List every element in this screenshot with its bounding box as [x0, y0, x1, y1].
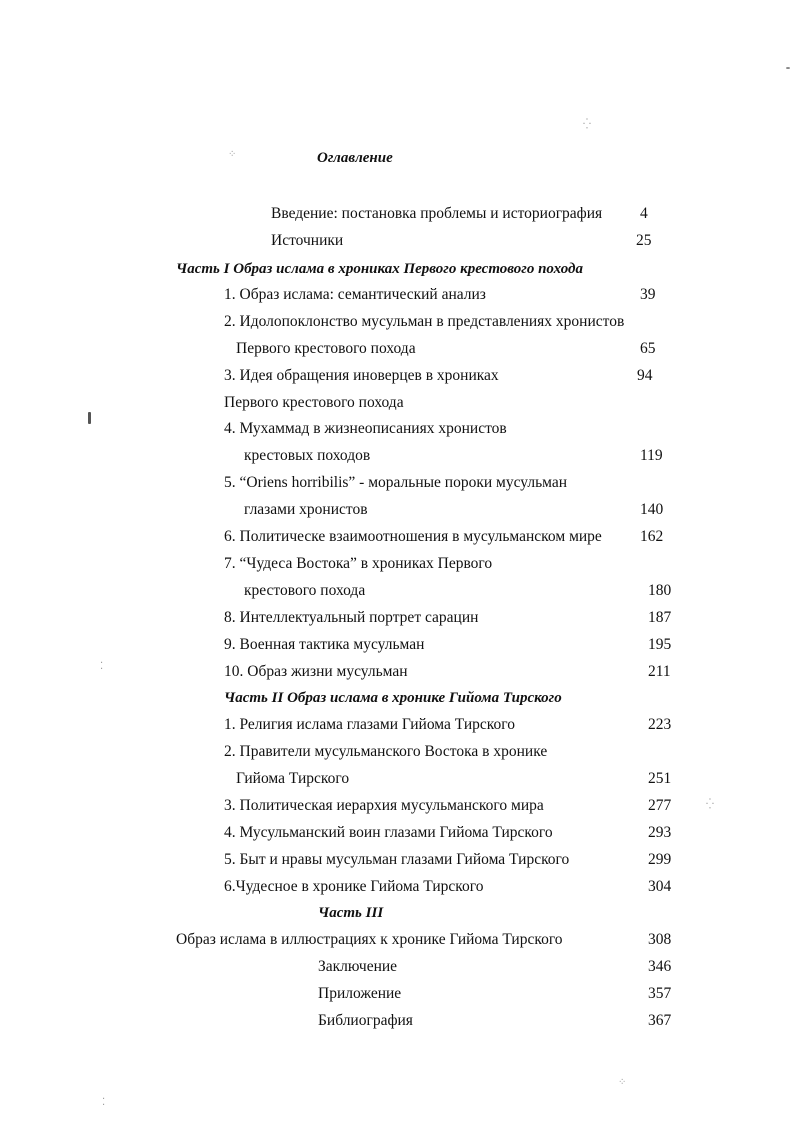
- toc-entry-label: Гийома Тирского: [236, 770, 350, 787]
- toc-entry-label: 3. Идея обращения иноверцев в хрониках: [224, 367, 499, 384]
- toc-entry-page: 25: [636, 232, 652, 249]
- scan-smudge: ⁛: [583, 119, 591, 130]
- toc-entry-label: 3. Политическая иерархия мусульманского мира: [224, 797, 544, 814]
- toc-entry-page: 299: [648, 851, 672, 868]
- toc-entry-label: 6. Политическе взаимоотношения в мусульманском мире: [224, 528, 602, 545]
- toc-entry-label: Введение: постановка проблемы и историография: [271, 205, 603, 222]
- scan-speck: [786, 67, 790, 69]
- page-title: Оглавление: [317, 150, 393, 166]
- toc-entry-page: 346: [648, 958, 672, 975]
- toc-entry-page: 357: [648, 985, 672, 1002]
- scan-smudge: ⁘: [618, 1077, 627, 1088]
- toc-entry-label: 1. Религия ислама глазами Гийома Тирского: [224, 716, 515, 733]
- toc-entry-page: 94: [637, 367, 653, 384]
- toc-entry-page: 39: [640, 286, 656, 303]
- scan-smudge: ⁚: [100, 661, 104, 672]
- toc-entry-page: 187: [648, 609, 672, 626]
- toc-entry-label: 2. Правители мусульманского Востока в хронике: [224, 743, 548, 760]
- toc-entry-label: крестовых походов: [244, 447, 371, 464]
- toc-entry-label: Образ ислама в иллюстрациях к хронике Гийома Тирского: [176, 931, 563, 948]
- scan-smudge: ⁛: [706, 799, 714, 810]
- toc-entry-page: 223: [648, 716, 672, 733]
- scan-smudge: ⁚: [102, 1097, 106, 1108]
- toc-entry-label: 5. Быт и нравы мусульман глазами Гийома Тирского: [224, 851, 570, 868]
- toc-entry-label: 4. Мухаммад в жизнеописаниях хронистов: [224, 420, 507, 437]
- toc-entry-label: 10. Образ жизни мусульман: [224, 663, 408, 680]
- toc-entry-page: 251: [648, 770, 672, 787]
- toc-entry-label: 6.Чудесное в хронике Гийома Тирского: [224, 878, 484, 895]
- toc-entry-label: Источники: [271, 232, 344, 249]
- toc-entry-page: 180: [648, 582, 672, 599]
- toc-entry-label: 5. “Oriens horribilis” - моральные пороки мусульман: [224, 474, 568, 491]
- toc-entry-page: 211: [648, 663, 671, 680]
- toc-entry-page: 293: [648, 824, 672, 841]
- toc-entry-label: 1. Образ ислама: семантический анализ: [224, 286, 486, 303]
- toc-entry-label: 2. Идолопоклонство мусульман в представлениях хронистов: [224, 313, 625, 330]
- toc-entry-label: Библиография: [318, 1012, 413, 1029]
- toc-entry-label: 8. Интеллектуальный портрет сарацин: [224, 609, 479, 626]
- toc-entry-page: 367: [648, 1012, 672, 1029]
- toc-entry-label: глазами хронистов: [244, 501, 368, 518]
- toc-entry-label: Первого крестового похода: [236, 340, 416, 357]
- toc-entry-label: Первого крестового похода: [224, 394, 404, 411]
- toc-entry-label: Приложение: [318, 985, 402, 1002]
- toc-entry-label: 4. Мусульманский воин глазами Гийома Тирского: [224, 824, 553, 841]
- part-heading: Часть II Образ ислама в хронике Гийома Тирского: [224, 690, 562, 706]
- toc-entry-label: 7. “Чудеса Востока” в хрониках Первого: [224, 555, 493, 572]
- toc-entry-label: крестового похода: [244, 582, 366, 599]
- toc-entry-page: 304: [648, 878, 672, 895]
- toc-entry-page: 65: [640, 340, 656, 357]
- part-heading: Часть I Образ ислама в хрониках Первого крестового похода: [176, 261, 583, 277]
- toc-entry-page: 277: [648, 797, 672, 814]
- toc-entry-page: 308: [648, 931, 672, 948]
- toc-entry-page: 140: [640, 501, 664, 518]
- toc-entry-page: 195: [648, 636, 672, 653]
- toc-entry-page: 119: [640, 447, 663, 464]
- part-heading: Часть III: [318, 905, 384, 921]
- toc-entry-page: 162: [640, 528, 664, 545]
- toc-entry-label: Заключение: [318, 958, 398, 975]
- scan-speck: [88, 412, 91, 424]
- toc-entry-label: 9. Военная тактика мусульман: [224, 636, 425, 653]
- toc-entry-page: 4: [640, 205, 648, 222]
- scan-smudge: ⁘: [228, 149, 237, 160]
